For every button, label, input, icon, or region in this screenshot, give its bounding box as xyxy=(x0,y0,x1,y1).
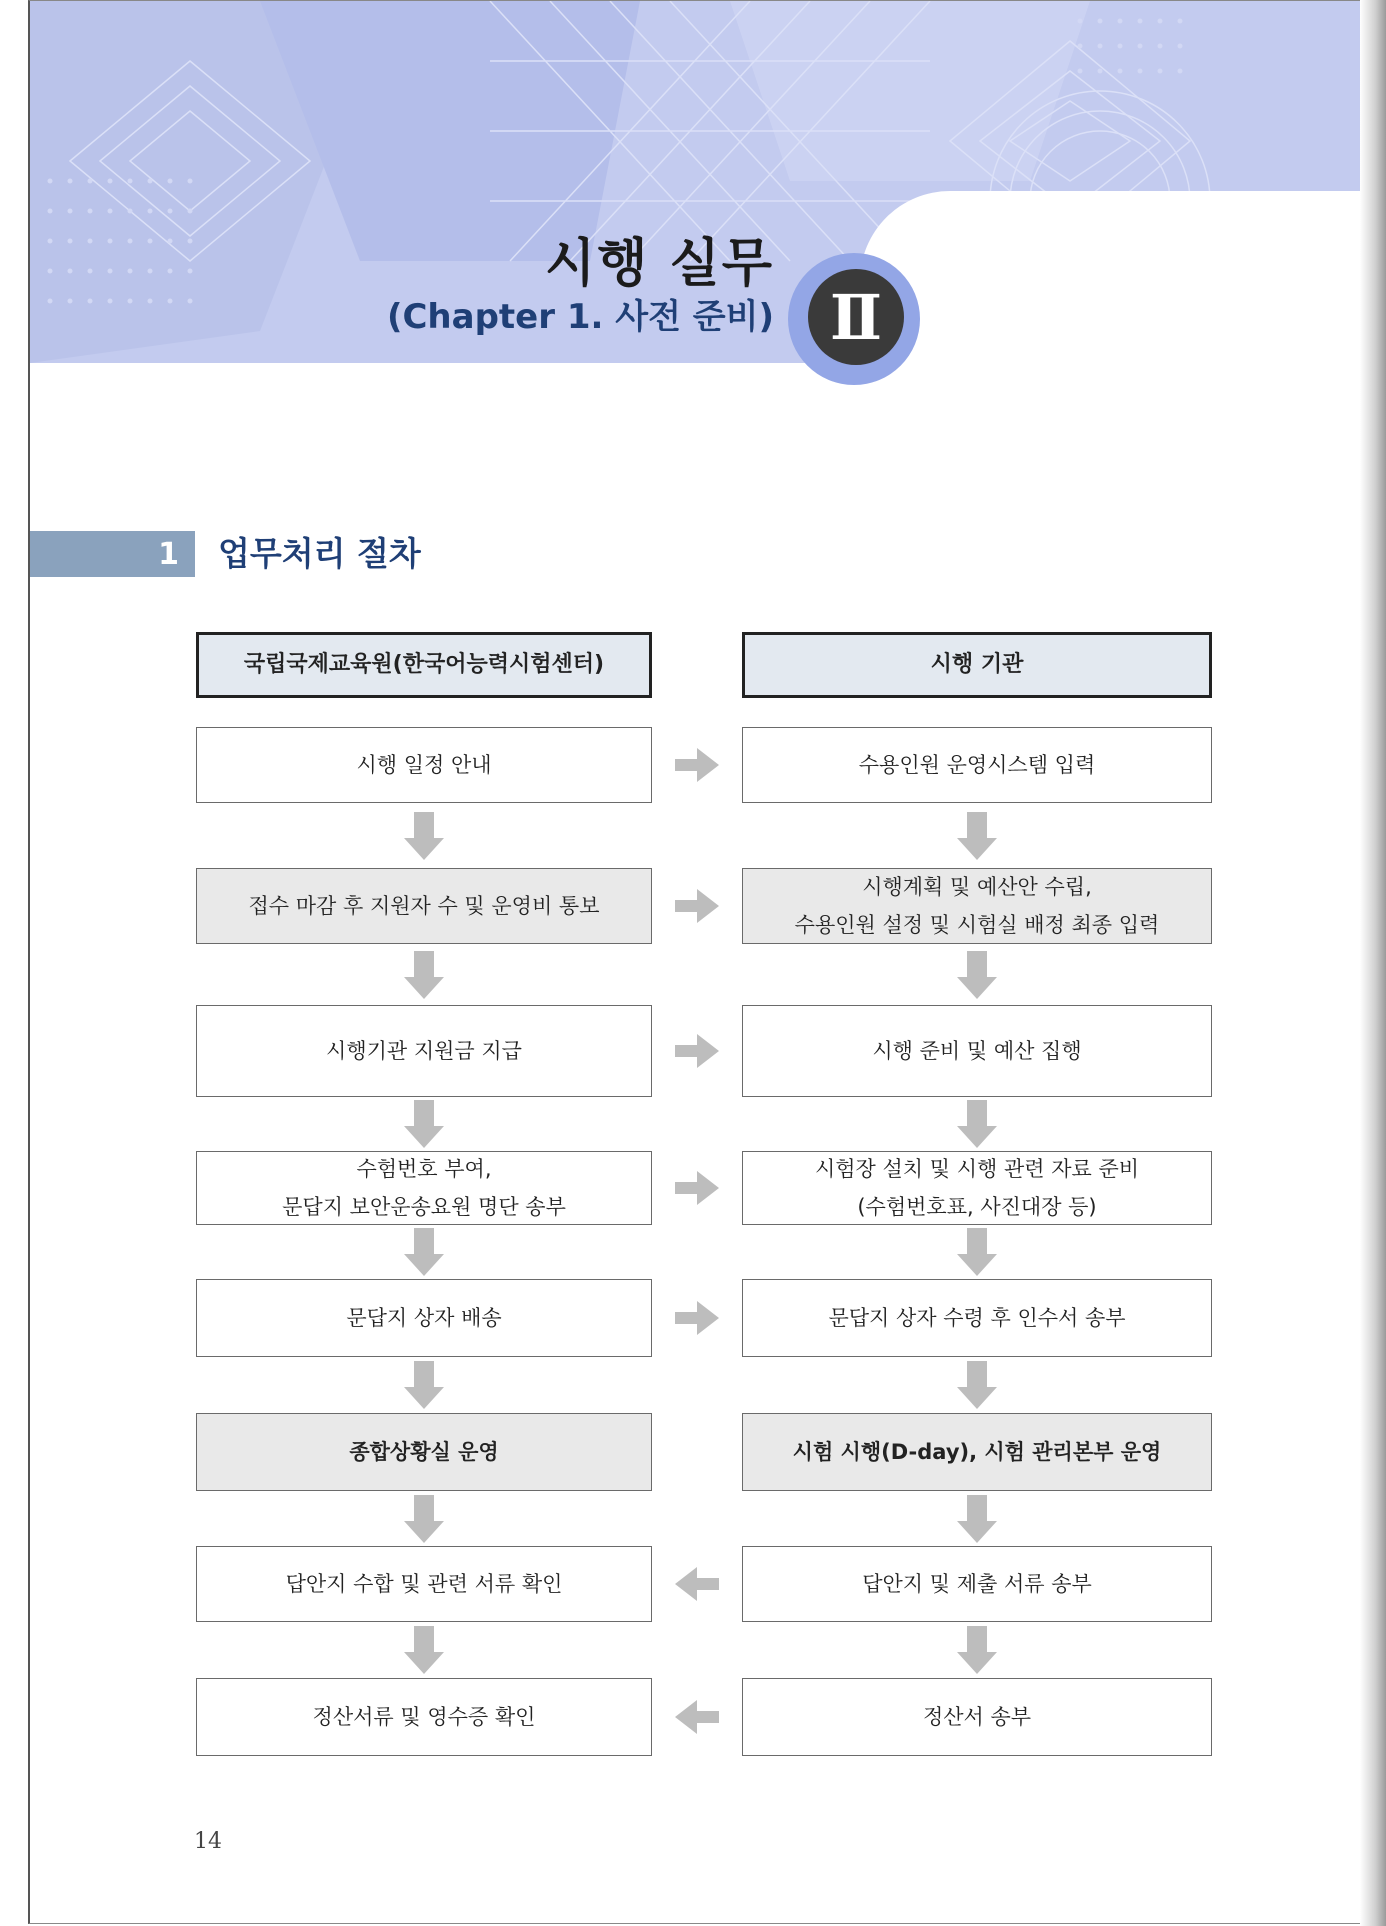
document-page xyxy=(28,0,1362,1924)
chapter-subtitle: (Chapter 1. 사전 준비) xyxy=(386,297,774,337)
flow-box-right xyxy=(742,1151,1212,1225)
flow-box-left xyxy=(196,1151,652,1225)
down-arrow-icon xyxy=(957,1361,997,1409)
flow-box-left-line: 문답지 보안운송요원 명단 송부 xyxy=(282,1195,566,1219)
flow-box-right-line: 시험장 설치 및 시행 관련 자료 준비 xyxy=(814,1157,1140,1181)
flow-box-right xyxy=(742,1279,1212,1357)
flow-box-left-line: 수험번호 부여, xyxy=(356,1157,492,1181)
page-edge-shadow xyxy=(1360,0,1386,1926)
right-arrow-icon xyxy=(675,1301,719,1335)
flow-box-left xyxy=(196,1005,652,1097)
left-arrow-icon xyxy=(675,1567,719,1601)
down-arrow-icon xyxy=(404,951,444,999)
down-arrow-icon xyxy=(957,951,997,999)
flow-box-right-line: 시행계획 및 예산안 수립, xyxy=(862,875,1092,899)
flow-box-left-line: 종합상황실 운영 xyxy=(349,1440,499,1464)
right-arrow-icon xyxy=(675,1034,719,1068)
down-arrow-icon xyxy=(404,1100,444,1148)
right-arrow-icon xyxy=(675,889,719,923)
flow-box-left-line: 문답지 상자 배송 xyxy=(346,1306,502,1330)
flow-box-right-line: (수험번호표, 사진대장 등) xyxy=(857,1195,1097,1219)
flow-box-right-line: 답안지 및 제출 서류 송부 xyxy=(862,1572,1092,1596)
flow-box-left xyxy=(196,868,652,944)
flow-box-right xyxy=(742,1546,1212,1622)
header-box-left xyxy=(196,632,652,698)
right-arrow-icon xyxy=(675,1171,719,1205)
flow-box-right-line: 수용인원 운영시스템 입력 xyxy=(858,753,1096,777)
left-arrow-icon xyxy=(675,1700,719,1734)
flow-box-right-line: 수용인원 설정 및 시험실 배정 최종 입력 xyxy=(794,913,1160,937)
header-box-right xyxy=(742,632,1212,698)
flow-box-right xyxy=(742,1678,1212,1756)
flow-box-right-line: 시험 시행(D-day), 시험 관리본부 운영 xyxy=(792,1440,1162,1464)
section-title: 업무처리 절차 xyxy=(218,534,421,573)
down-arrow-icon xyxy=(404,812,444,860)
down-arrow-icon xyxy=(957,812,997,860)
section-number: 1 xyxy=(30,531,195,577)
flow-box-right-line: 시행 준비 및 예산 집행 xyxy=(872,1039,1082,1063)
flow-box-right xyxy=(742,868,1212,944)
down-arrow-icon xyxy=(957,1626,997,1674)
flow-box-left-line: 정산서류 및 영수증 확인 xyxy=(312,1705,536,1729)
down-arrow-icon xyxy=(957,1495,997,1543)
flow-box-right-line: 정산서 송부 xyxy=(922,1705,1032,1729)
flow-box-left xyxy=(196,1678,652,1756)
header-box-right-line: 시행 기관 xyxy=(930,652,1024,677)
down-arrow-icon xyxy=(957,1228,997,1276)
chapter-number-badge: Ⅱ xyxy=(808,269,904,365)
flow-box-left-line: 시행 일정 안내 xyxy=(356,753,492,777)
flow-box-left-line: 시행기관 지원금 지급 xyxy=(326,1039,522,1063)
flow-box-right xyxy=(742,727,1212,803)
down-arrow-icon xyxy=(404,1228,444,1276)
flow-box-left-line: 답안지 수합 및 관련 서류 확인 xyxy=(285,1572,563,1596)
flow-box-left-line: 접수 마감 후 지원자 수 및 운영비 통보 xyxy=(248,894,600,918)
header-box-left-line: 국립국제교육원(한국어능력시험센터) xyxy=(243,652,605,677)
flow-box-right xyxy=(742,1005,1212,1097)
chapter-title: 시행 실무 xyxy=(544,234,774,294)
flow-box-left xyxy=(196,1413,652,1491)
flow-box-left xyxy=(196,1279,652,1357)
right-arrow-icon xyxy=(675,748,719,782)
flow-box-left xyxy=(196,1546,652,1622)
down-arrow-icon xyxy=(957,1100,997,1148)
down-arrow-icon xyxy=(404,1626,444,1674)
down-arrow-icon xyxy=(404,1361,444,1409)
page-number: 14 xyxy=(194,1829,222,1854)
flow-box-right-line: 문답지 상자 수령 후 인수서 송부 xyxy=(828,1306,1126,1330)
flow-box-left xyxy=(196,727,652,803)
banner-cutout xyxy=(860,191,1362,363)
flow-box-right xyxy=(742,1413,1212,1491)
down-arrow-icon xyxy=(404,1495,444,1543)
